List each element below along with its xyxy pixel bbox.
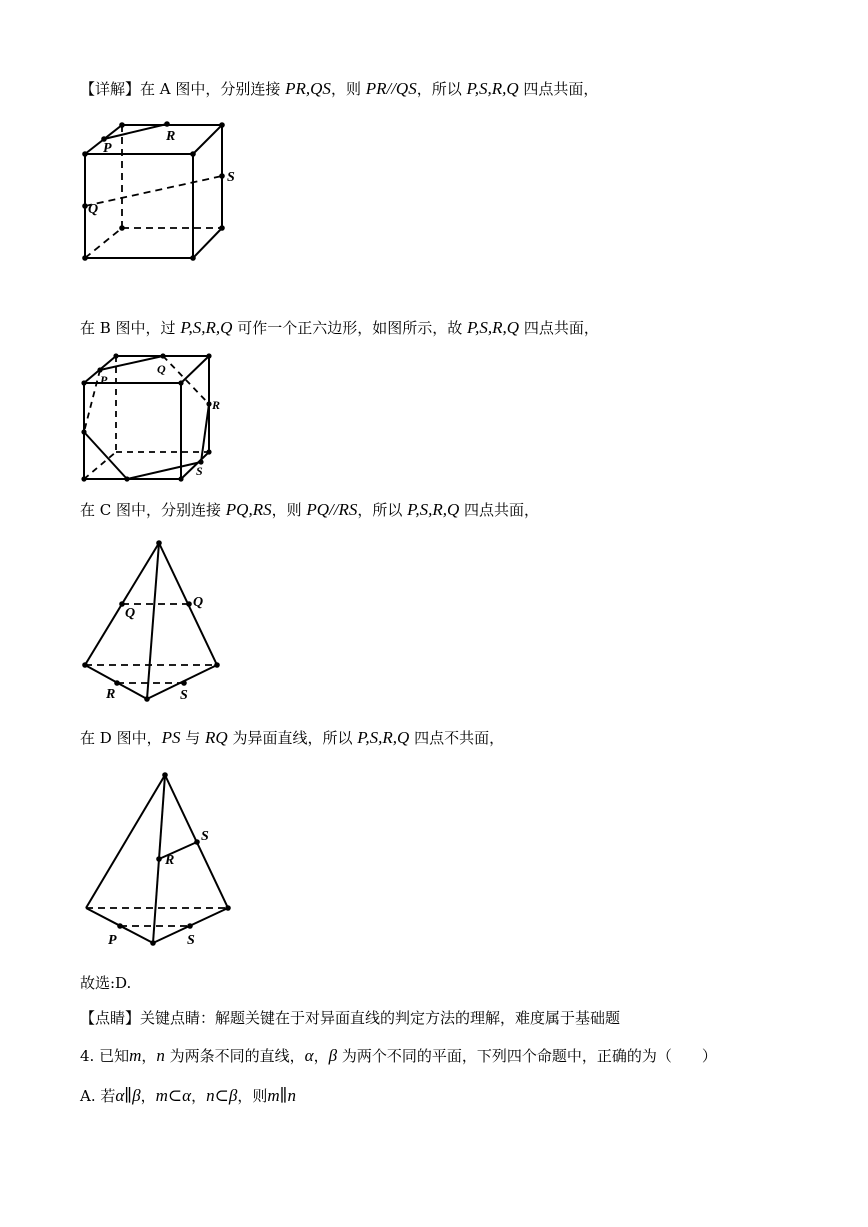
math-expression: P,S,R,Q [357,728,410,747]
math-expression: m [129,1046,142,1065]
label-r: R [166,129,176,144]
text: 四点共面， [519,319,599,337]
math-expression: PR//QS [365,79,417,98]
paragraph-figure-a-explanation [80,79,598,99]
text: 为异面直线，所以 [227,729,358,747]
text: ， [191,1087,207,1105]
text: 可作一个正六边形，如图所示，故 [232,319,467,337]
math-expression: P,S,R,Q [180,318,233,337]
label-p: P [103,141,112,156]
label-q-left: Q [125,606,136,621]
paragraph-figure-c-explanation [80,500,539,520]
math-expression: P,S,R,Q [466,318,520,337]
label-s: S [227,170,235,185]
label-r: R [106,687,116,702]
math-expression: PS [161,728,181,747]
math-expression: PR,QS [285,79,331,98]
label-s-upper: S [201,829,209,844]
text: ， [140,1087,156,1105]
math-expression: α [304,1046,314,1065]
text: 四点共面， [518,80,599,98]
figure-a-cube [70,110,270,270]
label-s: S [180,688,188,703]
label-p: P [108,933,117,948]
text: ，则 [237,1087,268,1105]
math-expression: β [328,1046,338,1065]
math-expression: α∥β [115,1086,141,1105]
text: 在 B 图中，过 [80,319,181,337]
text: 与 [180,729,206,747]
text: 为两个不同的平面，下列四个命题中，正确的为（ ） [337,1047,717,1065]
text: ， [141,1047,157,1065]
label-s: S [196,464,203,478]
label-s-lower: S [187,933,195,948]
math-expression: P,S,R,Q [407,500,460,519]
text: 四点共面， [459,501,540,519]
math-expression: n [156,1046,165,1065]
math-expression: n⊂β [206,1086,238,1105]
label-p: P [100,373,108,387]
math-expression: m∥n [267,1086,296,1105]
math-expression: m⊂α [155,1086,192,1105]
text: ， [313,1047,329,1065]
label-r: R [212,398,221,412]
question-number: 4. 已知 [80,1047,130,1065]
text: 为两条不同的直线， [164,1047,305,1065]
text: ，则 [330,80,366,98]
math-expression: PQ,RS [225,500,272,519]
text: ，所以 [416,80,467,98]
option-a [80,1086,296,1106]
math-expression: P,S,R,Q [466,79,519,98]
figure-c-pyramid [70,535,240,705]
text: 在 D 图中， [80,729,162,747]
paragraph-figure-d-explanation [80,728,504,748]
question-4 [80,1046,717,1066]
label-q: Q [157,362,166,376]
figure-d-pyramid [70,765,245,950]
answer-line: 故选:D. [80,974,132,992]
text: 在 C 图中，分别连接 [80,501,226,519]
figure-b-cube-hexagon [70,345,230,485]
label-q-right: Q [193,595,204,610]
math-expression: RQ [205,728,228,747]
paragraph-figure-b-explanation [80,318,599,338]
text: ，则 [271,501,307,519]
label-r: R [165,853,175,868]
text: ，所以 [357,501,408,519]
option-label: A. 若 [80,1087,116,1105]
math-expression: PQ//RS [306,500,358,519]
comment-line: 【点睛】关键点睛：解题关键在于对异面直线的判定方法的理解，难度属于基础题 [80,1009,621,1027]
label-q: Q [88,202,99,217]
text: 【详解】在 A 图中，分别连接 [80,80,286,98]
text: 四点不共面， [409,729,505,747]
